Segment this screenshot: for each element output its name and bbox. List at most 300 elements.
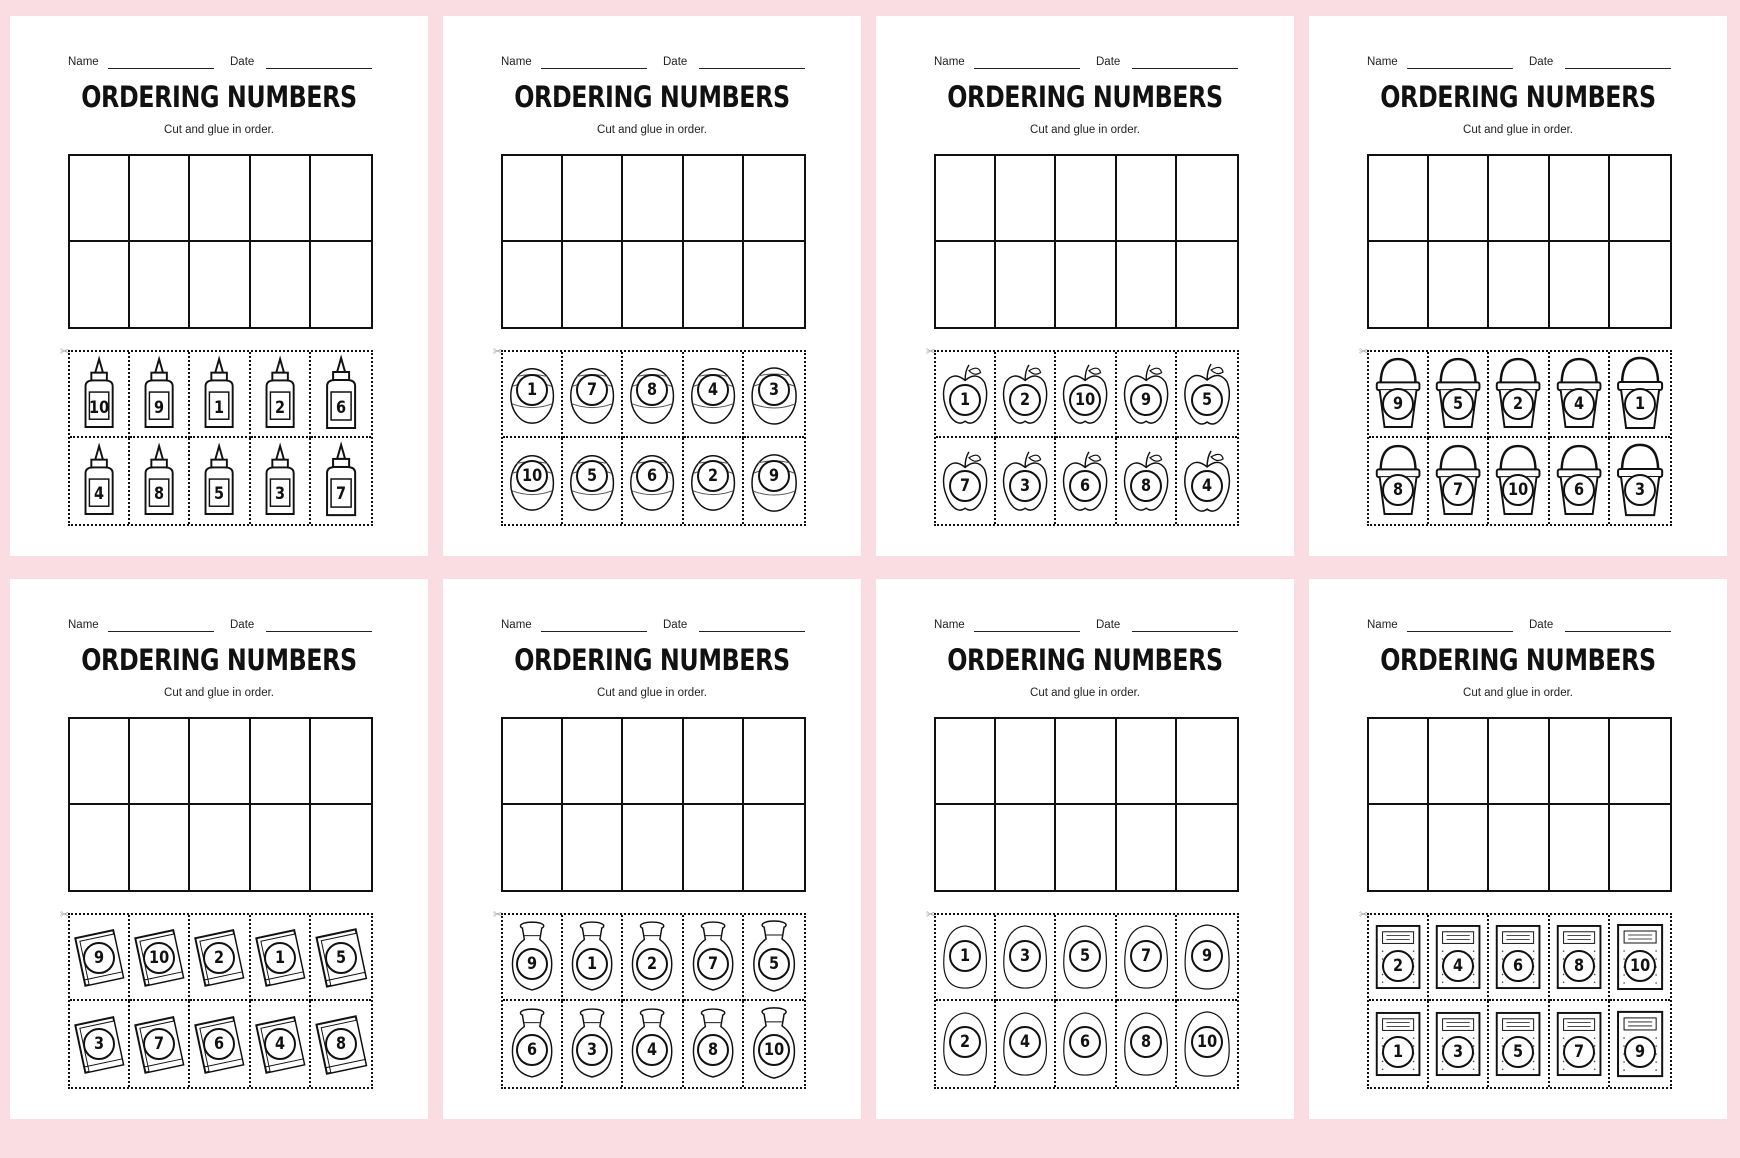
number-card[interactable] bbox=[1489, 915, 1549, 1001]
card-number: 1 bbox=[1393, 1042, 1404, 1062]
worksheet-page bbox=[10, 16, 428, 556]
worksheet-subtitle: Cut and glue in order. bbox=[164, 124, 274, 136]
scissors-icon: ✂ bbox=[60, 346, 70, 358]
card-number: 5 bbox=[214, 484, 225, 504]
card-number: 7 bbox=[707, 954, 718, 974]
number-card[interactable] bbox=[684, 438, 744, 524]
card-number: 4 bbox=[1201, 476, 1212, 496]
answer-box bbox=[311, 805, 371, 891]
card-number: 10 bbox=[522, 466, 543, 486]
number-card[interactable] bbox=[311, 1001, 371, 1087]
number-card[interactable] bbox=[1369, 352, 1429, 438]
card-number: 2 bbox=[960, 1032, 971, 1052]
name-label: Name bbox=[934, 56, 965, 68]
number-card[interactable] bbox=[623, 915, 683, 1001]
card-number: 7 bbox=[587, 380, 598, 400]
number-card[interactable] bbox=[1429, 438, 1489, 524]
number-card[interactable] bbox=[744, 438, 804, 524]
number-card[interactable] bbox=[684, 915, 744, 1001]
card-number: 3 bbox=[274, 484, 285, 504]
answer-grid bbox=[934, 717, 1239, 892]
answer-box bbox=[1117, 805, 1177, 891]
number-card[interactable] bbox=[1117, 438, 1177, 524]
name-date-row bbox=[1367, 56, 1667, 72]
answer-box bbox=[1610, 156, 1670, 242]
number-card[interactable] bbox=[563, 352, 623, 438]
answer-box bbox=[684, 242, 744, 328]
name-date-row bbox=[934, 56, 1234, 72]
number-card[interactable] bbox=[996, 915, 1056, 1001]
card-number: 2 bbox=[274, 398, 285, 418]
date-line bbox=[266, 631, 372, 632]
worksheet-page bbox=[443, 579, 861, 1119]
glue-bottle-icon bbox=[311, 352, 371, 436]
answer-box bbox=[1489, 156, 1549, 242]
answer-grid bbox=[1367, 717, 1672, 892]
answer-box bbox=[996, 805, 1056, 891]
date-label: Date bbox=[230, 56, 255, 68]
card-number: 7 bbox=[335, 484, 346, 504]
card-number: 5 bbox=[1080, 946, 1091, 966]
worksheet-title: ORDERING NUMBERS bbox=[81, 80, 357, 114]
number-card[interactable] bbox=[1369, 438, 1429, 524]
date-label: Date bbox=[1529, 56, 1554, 68]
number-card[interactable] bbox=[996, 1001, 1056, 1087]
cut-out-grid bbox=[501, 913, 806, 1089]
worksheet-page bbox=[876, 579, 1294, 1119]
name-date-row bbox=[501, 56, 801, 72]
number-card[interactable] bbox=[1429, 1001, 1489, 1087]
glue-bottle-icon bbox=[70, 352, 128, 436]
number-card[interactable] bbox=[1429, 352, 1489, 438]
answer-box bbox=[130, 805, 190, 891]
worksheet-subtitle: Cut and glue in order. bbox=[597, 124, 707, 136]
number-card[interactable] bbox=[1056, 915, 1116, 1001]
answer-grid bbox=[1367, 154, 1672, 329]
card-number: 4 bbox=[274, 1034, 285, 1054]
date-label: Date bbox=[230, 619, 255, 631]
number-card[interactable] bbox=[623, 352, 683, 438]
glue-bottle-icon bbox=[251, 352, 309, 436]
card-number: 6 bbox=[335, 398, 346, 418]
scissors-icon: ✂ bbox=[493, 909, 503, 921]
answer-box bbox=[251, 805, 311, 891]
card-number: 9 bbox=[768, 466, 779, 486]
card-number: 1 bbox=[274, 948, 285, 968]
answer-box bbox=[70, 719, 130, 805]
answer-box bbox=[996, 156, 1056, 242]
cut-out-grid bbox=[501, 350, 806, 526]
answer-box bbox=[1429, 805, 1489, 891]
number-card[interactable] bbox=[684, 1001, 744, 1087]
number-card[interactable] bbox=[1550, 915, 1610, 1001]
number-card[interactable] bbox=[251, 915, 311, 1001]
card-number: 9 bbox=[527, 954, 538, 974]
name-line bbox=[974, 631, 1080, 632]
name-date-row bbox=[501, 619, 801, 635]
card-number: 6 bbox=[1080, 1032, 1091, 1052]
answer-box bbox=[1550, 156, 1610, 242]
card-number: 10 bbox=[149, 948, 170, 968]
answer-box bbox=[1550, 719, 1610, 805]
number-card[interactable] bbox=[70, 915, 130, 1001]
answer-box bbox=[1369, 242, 1429, 328]
date-line bbox=[1132, 68, 1238, 69]
glue-bottle-icon bbox=[130, 352, 188, 436]
worksheet-title: ORDERING NUMBERS bbox=[1380, 80, 1656, 114]
card-number: 10 bbox=[763, 1040, 784, 1060]
answer-box bbox=[503, 719, 563, 805]
answer-box bbox=[1117, 242, 1177, 328]
answer-box bbox=[936, 242, 996, 328]
card-number: 2 bbox=[647, 954, 658, 974]
answer-box bbox=[311, 242, 371, 328]
card-number: 8 bbox=[707, 1040, 718, 1060]
card-number: 8 bbox=[647, 380, 658, 400]
number-card[interactable] bbox=[251, 1001, 311, 1087]
number-card[interactable] bbox=[190, 915, 250, 1001]
answer-box bbox=[311, 156, 371, 242]
worksheet-title: ORDERING NUMBERS bbox=[514, 643, 790, 677]
answer-box bbox=[623, 719, 683, 805]
card-number: 9 bbox=[154, 398, 165, 418]
scissors-icon: ✂ bbox=[1359, 909, 1369, 921]
answer-box bbox=[70, 242, 130, 328]
worksheet-title: ORDERING NUMBERS bbox=[947, 80, 1223, 114]
date-label: Date bbox=[1096, 56, 1121, 68]
card-number: 4 bbox=[647, 1040, 658, 1060]
answer-box bbox=[1489, 719, 1549, 805]
card-number: 10 bbox=[1196, 1032, 1217, 1052]
answer-box bbox=[1429, 156, 1489, 242]
answer-box bbox=[70, 805, 130, 891]
number-card[interactable] bbox=[996, 352, 1056, 438]
card-number: 1 bbox=[960, 946, 971, 966]
glue-bottle-icon bbox=[190, 438, 248, 524]
answer-box bbox=[1117, 719, 1177, 805]
name-date-row bbox=[68, 56, 368, 72]
number-card[interactable] bbox=[936, 438, 996, 524]
answer-box bbox=[1369, 719, 1429, 805]
answer-box bbox=[623, 156, 683, 242]
scissors-icon: ✂ bbox=[493, 346, 503, 358]
card-number: 1 bbox=[587, 954, 598, 974]
answer-box bbox=[1489, 242, 1549, 328]
cut-out-grid bbox=[1367, 350, 1672, 526]
answer-box bbox=[190, 719, 250, 805]
answer-box bbox=[1550, 242, 1610, 328]
answer-grid bbox=[68, 717, 373, 892]
number-card[interactable] bbox=[1369, 1001, 1429, 1087]
name-label: Name bbox=[501, 56, 532, 68]
card-number: 1 bbox=[214, 398, 225, 418]
cut-out-grid bbox=[68, 913, 373, 1089]
number-card[interactable] bbox=[130, 1001, 190, 1087]
worksheet-subtitle: Cut and glue in order. bbox=[597, 687, 707, 699]
name-label: Name bbox=[501, 619, 532, 631]
card-number: 8 bbox=[335, 1034, 346, 1054]
answer-grid bbox=[501, 154, 806, 329]
answer-box bbox=[1610, 805, 1670, 891]
cut-out-grid bbox=[934, 350, 1239, 526]
card-number: 3 bbox=[94, 1034, 105, 1054]
answer-box bbox=[1177, 156, 1237, 242]
answer-box bbox=[1177, 719, 1237, 805]
card-number: 9 bbox=[1393, 394, 1404, 414]
number-card[interactable] bbox=[623, 1001, 683, 1087]
answer-grid bbox=[934, 154, 1239, 329]
number-card[interactable] bbox=[70, 1001, 130, 1087]
answer-box bbox=[1610, 242, 1670, 328]
date-label: Date bbox=[663, 56, 688, 68]
date-line bbox=[699, 631, 805, 632]
card-number: 1 bbox=[960, 390, 971, 410]
card-number: 6 bbox=[1513, 956, 1524, 976]
card-number: 4 bbox=[1453, 956, 1464, 976]
number-card[interactable] bbox=[1177, 438, 1237, 524]
answer-box bbox=[563, 805, 623, 891]
card-number: 3 bbox=[1634, 480, 1645, 500]
answer-box bbox=[503, 242, 563, 328]
date-line bbox=[1565, 631, 1671, 632]
card-number: 7 bbox=[154, 1034, 165, 1054]
number-card[interactable] bbox=[936, 352, 996, 438]
date-line bbox=[699, 68, 805, 69]
answer-box bbox=[563, 242, 623, 328]
number-card[interactable] bbox=[936, 915, 996, 1001]
card-number: 10 bbox=[1508, 480, 1529, 500]
glue-bottle-icon bbox=[130, 438, 188, 524]
number-card[interactable] bbox=[70, 352, 130, 438]
card-number: 9 bbox=[1634, 1042, 1645, 1062]
number-card[interactable] bbox=[1489, 352, 1549, 438]
number-card[interactable] bbox=[1369, 915, 1429, 1001]
answer-box bbox=[251, 719, 311, 805]
name-label: Name bbox=[68, 619, 99, 631]
date-line bbox=[1132, 631, 1238, 632]
card-number: 2 bbox=[1020, 390, 1031, 410]
number-card[interactable] bbox=[1429, 915, 1489, 1001]
card-number: 6 bbox=[1080, 476, 1091, 496]
answer-grid bbox=[68, 154, 373, 329]
card-number: 8 bbox=[1140, 1032, 1151, 1052]
card-number: 4 bbox=[94, 484, 105, 504]
answer-box bbox=[563, 719, 623, 805]
name-label: Name bbox=[934, 619, 965, 631]
answer-box bbox=[936, 805, 996, 891]
date-label: Date bbox=[663, 619, 688, 631]
number-card[interactable] bbox=[1550, 438, 1610, 524]
name-line bbox=[1407, 631, 1513, 632]
worksheet-subtitle: Cut and glue in order. bbox=[1030, 687, 1140, 699]
number-card[interactable] bbox=[936, 1001, 996, 1087]
worksheet-subtitle: Cut and glue in order. bbox=[1463, 124, 1573, 136]
worksheet-title: ORDERING NUMBERS bbox=[514, 80, 790, 114]
answer-box bbox=[744, 719, 804, 805]
answer-box bbox=[744, 156, 804, 242]
number-card[interactable] bbox=[1610, 1001, 1670, 1087]
date-line bbox=[266, 68, 372, 69]
number-card[interactable] bbox=[503, 915, 563, 1001]
number-card[interactable] bbox=[311, 352, 371, 438]
date-label: Date bbox=[1096, 619, 1121, 631]
answer-box bbox=[251, 156, 311, 242]
worksheet-page bbox=[876, 16, 1294, 556]
answer-box bbox=[1177, 242, 1237, 328]
card-number: 10 bbox=[89, 398, 110, 418]
number-card[interactable] bbox=[563, 915, 623, 1001]
answer-box bbox=[936, 719, 996, 805]
worksheet-subtitle: Cut and glue in order. bbox=[1030, 124, 1140, 136]
number-card[interactable] bbox=[251, 438, 311, 524]
name-label: Name bbox=[1367, 56, 1398, 68]
number-card[interactable] bbox=[503, 438, 563, 524]
name-label: Name bbox=[68, 56, 99, 68]
card-number: 6 bbox=[1573, 480, 1584, 500]
number-card[interactable] bbox=[1550, 352, 1610, 438]
answer-box bbox=[623, 805, 683, 891]
card-number: 3 bbox=[587, 1040, 598, 1060]
number-card[interactable] bbox=[503, 1001, 563, 1087]
number-card[interactable] bbox=[190, 1001, 250, 1087]
number-card[interactable] bbox=[744, 915, 804, 1001]
number-card[interactable] bbox=[1117, 1001, 1177, 1087]
answer-box bbox=[1056, 156, 1116, 242]
worksheet-title: ORDERING NUMBERS bbox=[81, 643, 357, 677]
name-line bbox=[1407, 68, 1513, 69]
name-line bbox=[541, 68, 647, 69]
card-number: 9 bbox=[1201, 946, 1212, 966]
card-number: 5 bbox=[1513, 1042, 1524, 1062]
card-number: 1 bbox=[1634, 394, 1645, 414]
number-card[interactable] bbox=[130, 352, 190, 438]
card-number: 8 bbox=[1573, 956, 1584, 976]
number-card[interactable] bbox=[1489, 1001, 1549, 1087]
name-line bbox=[541, 631, 647, 632]
card-number: 3 bbox=[1020, 946, 1031, 966]
number-card[interactable] bbox=[130, 915, 190, 1001]
answer-box bbox=[684, 156, 744, 242]
number-card[interactable] bbox=[70, 438, 130, 524]
number-card[interactable] bbox=[1056, 1001, 1116, 1087]
date-label: Date bbox=[1529, 619, 1554, 631]
answer-box bbox=[744, 805, 804, 891]
answer-box bbox=[1489, 805, 1549, 891]
number-card[interactable] bbox=[1177, 352, 1237, 438]
name-label: Name bbox=[1367, 619, 1398, 631]
date-line bbox=[1565, 68, 1671, 69]
number-card[interactable] bbox=[190, 438, 250, 524]
card-number: 3 bbox=[1020, 476, 1031, 496]
card-number: 5 bbox=[768, 954, 779, 974]
number-card[interactable] bbox=[251, 352, 311, 438]
answer-box bbox=[1177, 805, 1237, 891]
card-number: 10 bbox=[1629, 956, 1650, 976]
card-number: 7 bbox=[1140, 946, 1151, 966]
answer-box bbox=[251, 242, 311, 328]
number-card[interactable] bbox=[311, 438, 371, 524]
number-card[interactable] bbox=[1117, 915, 1177, 1001]
answer-box bbox=[190, 156, 250, 242]
number-card[interactable] bbox=[1550, 1001, 1610, 1087]
cut-out-grid bbox=[934, 913, 1239, 1089]
scissors-icon: ✂ bbox=[60, 909, 70, 921]
number-card[interactable] bbox=[1610, 915, 1670, 1001]
answer-box bbox=[1610, 719, 1670, 805]
worksheet-page bbox=[443, 16, 861, 556]
answer-box bbox=[70, 156, 130, 242]
worksheet-page bbox=[1309, 16, 1727, 556]
card-number: 3 bbox=[768, 380, 779, 400]
number-card[interactable] bbox=[1056, 438, 1116, 524]
number-card[interactable] bbox=[1610, 438, 1670, 524]
number-card[interactable] bbox=[563, 1001, 623, 1087]
name-date-row bbox=[1367, 619, 1667, 635]
answer-grid bbox=[501, 717, 806, 892]
cut-out-grid bbox=[1367, 913, 1672, 1089]
answer-box bbox=[1117, 156, 1177, 242]
answer-box bbox=[996, 242, 1056, 328]
card-number: 7 bbox=[1573, 1042, 1584, 1062]
glue-bottle-icon bbox=[190, 352, 248, 436]
number-card[interactable] bbox=[744, 352, 804, 438]
number-card[interactable] bbox=[1056, 352, 1116, 438]
card-number: 2 bbox=[214, 948, 225, 968]
number-card[interactable] bbox=[1489, 438, 1549, 524]
number-card[interactable] bbox=[1177, 1001, 1237, 1087]
card-number: 7 bbox=[960, 476, 971, 496]
number-card[interactable] bbox=[190, 352, 250, 438]
scissors-icon: ✂ bbox=[926, 346, 936, 358]
glue-bottle-icon bbox=[70, 438, 128, 524]
name-line bbox=[108, 631, 214, 632]
scissors-icon: ✂ bbox=[926, 909, 936, 921]
card-number: 9 bbox=[1140, 390, 1151, 410]
answer-box bbox=[503, 805, 563, 891]
answer-box bbox=[1369, 805, 1429, 891]
number-card[interactable] bbox=[311, 915, 371, 1001]
number-card[interactable] bbox=[1177, 915, 1237, 1001]
number-card[interactable] bbox=[1117, 352, 1177, 438]
glue-bottle-icon bbox=[311, 438, 371, 524]
answer-box bbox=[1369, 156, 1429, 242]
worksheet-page bbox=[10, 579, 428, 1119]
answer-box bbox=[130, 719, 190, 805]
answer-box bbox=[1550, 805, 1610, 891]
card-number: 9 bbox=[94, 948, 105, 968]
worksheet-page bbox=[1309, 579, 1727, 1119]
answer-box bbox=[684, 805, 744, 891]
worksheet-subtitle: Cut and glue in order. bbox=[164, 687, 274, 699]
answer-box bbox=[623, 242, 683, 328]
number-card[interactable] bbox=[744, 1001, 804, 1087]
answer-box bbox=[190, 242, 250, 328]
number-card[interactable] bbox=[563, 438, 623, 524]
number-card[interactable] bbox=[623, 438, 683, 524]
number-card[interactable] bbox=[1610, 352, 1670, 438]
number-card[interactable] bbox=[503, 352, 563, 438]
answer-box bbox=[563, 156, 623, 242]
number-card[interactable] bbox=[996, 438, 1056, 524]
answer-box bbox=[936, 156, 996, 242]
card-number: 8 bbox=[1393, 480, 1404, 500]
card-number: 4 bbox=[1573, 394, 1584, 414]
number-card[interactable] bbox=[130, 438, 190, 524]
worksheet-title: ORDERING NUMBERS bbox=[947, 643, 1223, 677]
card-number: 5 bbox=[587, 466, 598, 486]
number-card[interactable] bbox=[684, 352, 744, 438]
name-line bbox=[108, 68, 214, 69]
